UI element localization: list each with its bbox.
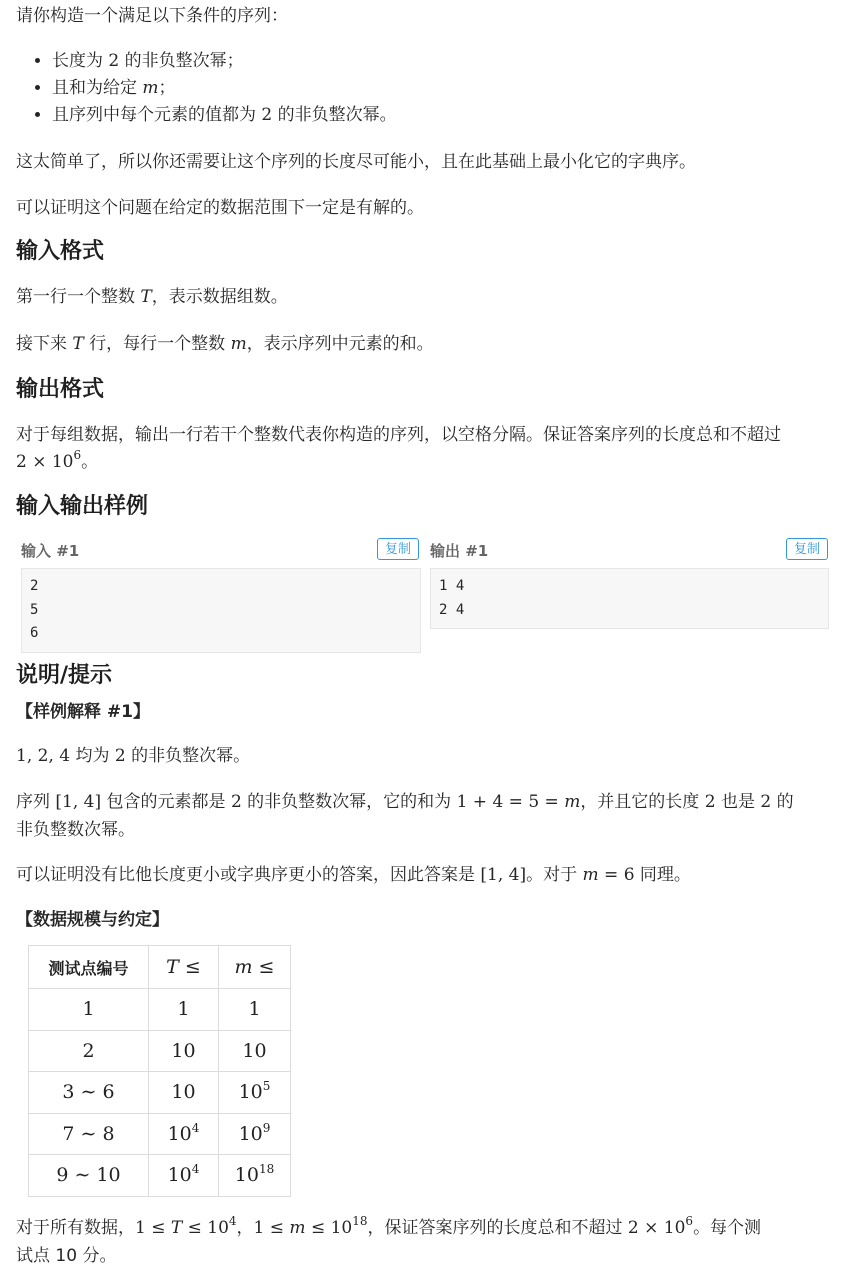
input-format-line: 接下来 T 行，每行一个整数 m，表示序列中元素的和。 — [16, 334, 434, 354]
explanation-line: 序列 [1, 4] 包含的元素都是 2 的非负整数次幂，它的和为 1 + 4 = 5 = m，并且它的长度 2 也是 2 的 — [16, 792, 794, 812]
header-testcase-id: 测试点编号 — [29, 946, 149, 989]
code-line: 6 — [30, 625, 39, 641]
code-line: 2 — [30, 578, 39, 594]
table-header-row — [29, 946, 291, 989]
list-item: • 长度为 2 的非负整次幂； — [52, 48, 397, 75]
sample-input-box[interactable] — [21, 568, 421, 653]
sample-output-label: 输出 #1 — [430, 542, 489, 560]
output-format-limit: $2 \times 10^6$。 — [16, 448, 99, 472]
code-line: 2 4 — [439, 601, 465, 618]
copy-input-button[interactable]: 复制 — [377, 538, 419, 560]
list-item: • 且和为给定 m； — [52, 75, 397, 102]
output-format-line: 对于每组数据，输出一行若干个整数代表你构造的序列，以空格分隔。保证答案序列的长度总和不超过 — [16, 425, 781, 445]
explanation-line: 可以证明没有比他长度更小或字典序更小的答案，因此答案是 [1, 4]。对于 m = 6 同理。 — [16, 865, 691, 885]
constraints-table — [28, 945, 291, 1197]
sample-explanation-title: 【样例解释 #1】 — [16, 702, 150, 722]
table-row: 3 ∼ 6 10 $10^5$ — [29, 1072, 291, 1114]
list-item: • 且序列中每个元素的值都为 2 的非负整次幂。 — [52, 102, 397, 129]
sample-input-label: 输入 #1 — [21, 542, 80, 560]
paragraph: 可以证明这个问题在给定的数据范围下一定是有解的。 — [16, 198, 424, 218]
paragraph: 这太简单了，所以你还需要让这个序列的长度尽可能小，且在此基础上最小化它的字典序。 — [16, 152, 696, 172]
header-m-limit: m ≤ — [219, 946, 291, 989]
section-title-input: 输入格式 — [16, 239, 105, 264]
table-row: 1 1 1 — [29, 989, 291, 1031]
constraints-summary-line2: 试点 10 分。 — [16, 1246, 117, 1266]
section-title-output: 输出格式 — [16, 377, 105, 402]
constraints-summary: 对于所有数据，$1 \le T \le 10^4$，$1 \le m \le 10^{18}$，保证答案序列的长度总和不超过 $2 \times 10^6$。每个测 — [16, 1214, 762, 1238]
explanation-line: 1, 2, 4 均为 2 的非负整次幂。 — [16, 746, 251, 766]
code-line: 5 — [30, 601, 39, 618]
copy-output-button[interactable]: 复制 — [786, 538, 828, 560]
section-title-hint: 说明/提示 — [16, 663, 113, 688]
input-format-line: 第一行一个整数 T，表示数据组数。 — [16, 287, 288, 307]
condition-list — [16, 48, 397, 129]
intro-text: 请你构造一个满足以下条件的序列： — [16, 6, 288, 26]
sample-output-box[interactable] — [430, 568, 829, 629]
table-row: 7 ∼ 8 $10^4$ $10^9$ — [29, 1113, 291, 1155]
table-row: 9 ∼ 10 $10^4$ $10^{18}$ — [29, 1155, 291, 1197]
code-line: 1 4 — [439, 578, 465, 594]
header-t-limit: T ≤ — [149, 946, 219, 989]
section-title-samples: 输入输出样例 — [16, 494, 149, 519]
explanation-line: 非负整数次幂。 — [16, 820, 135, 840]
data-scale-title: 【数据规模与约定】 — [16, 910, 169, 930]
table-row: 2 10 10 — [29, 1030, 291, 1072]
